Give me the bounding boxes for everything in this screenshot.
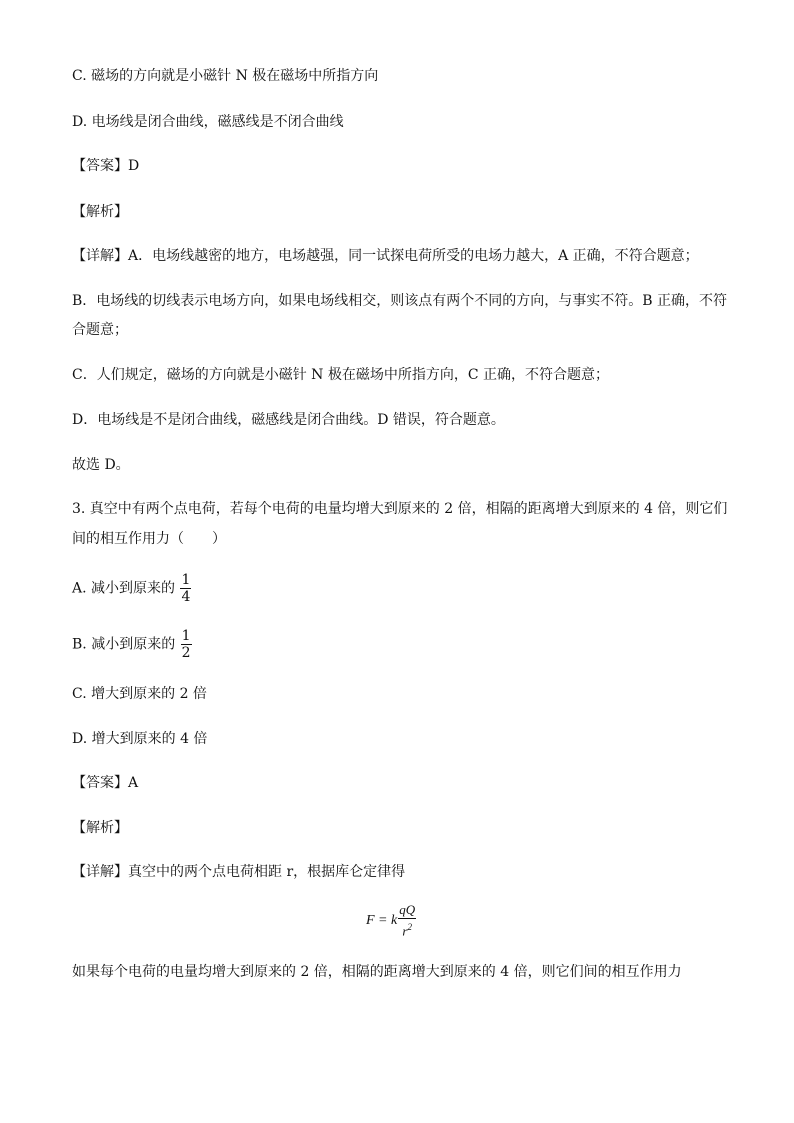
analysis-label-3: 【解析】 — [72, 820, 128, 836]
explanation-a: 【详解】A．电场线越密的地方，电场越强，同一试探电荷所受的电场力越大，A 正确，不符合题意； — [72, 248, 699, 264]
option-b-fraction — [181, 628, 192, 661]
fraction-denominator: 2 — [181, 645, 191, 661]
explanation-3: 【详解】真空中的两个点电荷相距 r，根据库仑定律得 — [72, 864, 406, 880]
formula-lhs: F = k — [366, 912, 398, 928]
fraction-numerator: 1 — [181, 628, 191, 644]
option-a-text: A. 减小到原来的 — [72, 580, 176, 597]
question-3-line-2: 间的相互作用力（ ） — [72, 531, 226, 547]
answer-label-3: 【答案】A — [72, 775, 139, 791]
formula-denominator-base: r — [402, 923, 408, 939]
formula-exponent: 2 — [407, 922, 412, 932]
coulomb-formula — [366, 902, 416, 939]
explanation-d: D．电场线是不是闭合曲线，磁感线是闭合曲线。D 错误，符合题意。 — [72, 412, 505, 428]
analysis-label: 【解析】 — [72, 204, 128, 220]
fraction-denominator: 4 — [181, 589, 191, 605]
explanation-b-2: 合题意； — [72, 322, 128, 338]
explanation-c: C．人们规定，磁场的方向就是小磁针 N 极在磁场中所指方向，C 正确，不符合题意； — [72, 367, 610, 383]
followup-text: 如果每个电荷的电量均增大到原来的 2 倍，相隔的距离增大到原来的 4 倍，则它们间的相互作用力 — [72, 964, 682, 980]
answer-label: 【答案】D — [72, 158, 140, 174]
option-a-fraction — [180, 572, 191, 605]
formula-fraction — [398, 902, 416, 939]
option-d-3: D. 增大到原来的 4 倍 — [72, 731, 208, 747]
formula-numerator: qQ — [399, 902, 416, 917]
option-d-text: D. 电场线是闭合曲线，磁感线是不闭合曲线 — [72, 114, 344, 130]
option-c-3: C. 增大到原来的 2 倍 — [72, 686, 207, 702]
conclusion: 故选 D。 — [72, 457, 130, 473]
fraction-numerator: 1 — [181, 572, 191, 588]
option-a — [72, 572, 191, 605]
option-b-text: B. 减小到原来的 — [72, 636, 176, 653]
explanation-b-1: B．电场线的切线表示电场方向，如果电场线相交，则该点有两个不同的方向，与事实不符。B 正确，不符 — [72, 293, 728, 309]
option-b — [72, 628, 192, 661]
option-c-text: C. 磁场的方向就是小磁针 N 极在磁场中所指方向 — [72, 68, 379, 84]
formula-denominator — [398, 919, 416, 939]
question-3-line-1: 3. 真空中有两个点电荷，若每个电荷的电量均增大到原来的 2 倍，相隔的距离增大到原来的 4 倍，则它们 — [72, 501, 728, 517]
